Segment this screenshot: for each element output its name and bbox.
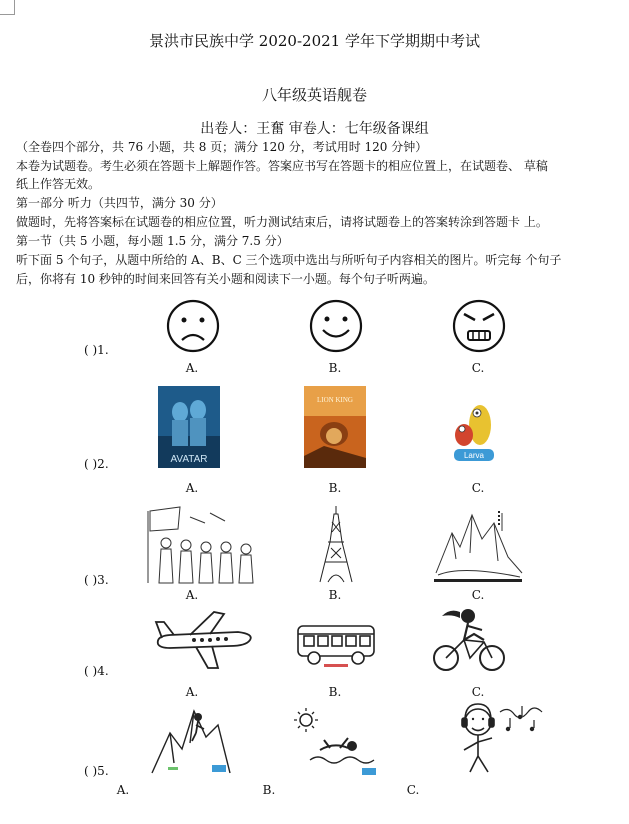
lion-king-poster-image [304, 386, 366, 468]
question-2-option-c[interactable]: C. [471, 481, 485, 495]
avatar-poster-text: AVATAR [170, 454, 208, 465]
climber-sketch-image [148, 703, 232, 775]
question-3-option-b[interactable]: B. [328, 588, 342, 602]
lion-king-poster-text: LION KING [317, 396, 353, 404]
airplane-icon [150, 608, 258, 672]
question-3-number[interactable]: ( )3. [84, 573, 109, 587]
question-5-option-c[interactable]: C. [406, 783, 420, 797]
soldiers-sketch-image [130, 503, 262, 585]
section1-instruction-2: 后，你将有 10 秒钟的时间来回答有关小题和阅读下一小题。每个句子听两遍。 [16, 272, 435, 286]
question-4-option-a[interactable]: A. [185, 685, 199, 699]
question-1-option-b[interactable]: B. [328, 361, 342, 375]
question-2-option-b[interactable]: B. [328, 481, 342, 495]
question-4-number[interactable]: ( )4. [84, 664, 109, 678]
section1-heading: 第一节（共 5 小题，每小题 1.5 分，满分 7.5 分） [16, 234, 289, 248]
page-corner-mark [0, 0, 15, 15]
question-2-number[interactable]: ( )2. [84, 457, 109, 471]
part1-heading: 第一部分 听力（共四节，满分 30 分） [16, 196, 223, 210]
question-1-option-a[interactable]: A. [185, 361, 199, 375]
instruction-line-1: 本卷为试题卷。考生必须在答题卡上解题作答。答案应书写在答题卡的相应位置上，在试题卷、 草稿 [16, 159, 548, 173]
sad-face-icon [160, 298, 226, 354]
question-4-option-b[interactable]: B. [328, 685, 342, 699]
exam-subtitle: 八年级英语舰卷 [261, 86, 367, 104]
question-1-number[interactable]: ( )1. [84, 343, 109, 357]
larva-logo-text: Larva [463, 451, 485, 460]
question-3-option-c[interactable]: C. [471, 588, 485, 602]
bus-icon [294, 620, 378, 668]
cyclist-icon [430, 604, 510, 674]
angry-face-icon [446, 298, 512, 354]
section1-instruction-1: 听下面 5 个句子，从题中所给的 A、B、C 三个选项中选出与所听句子内容相关的图片。听完每 个句子 [16, 253, 562, 267]
part1-instruction: 做题时，先将答案标在试题卷的相应位置，听力测试结束后，请将试题卷上的答案转涂到答题卡 上。 [16, 215, 548, 229]
eiffel-tower-sketch-image [306, 502, 366, 586]
swimmer-sketch-image [290, 706, 382, 776]
question-2-option-a[interactable]: A. [185, 481, 199, 495]
question-3-option-a[interactable]: A. [185, 588, 199, 602]
exam-title: 景洪市民族中学 2020-2021 学年下学期期中考试 [149, 32, 480, 50]
exam-authors: 出卷人：王奮 审卷人：七年级备课组 [200, 121, 429, 137]
question-5-option-a[interactable]: A. [116, 783, 130, 797]
question-5-option-b[interactable]: B. [262, 783, 276, 797]
smiley-face-icon [303, 298, 369, 354]
question-1-option-c[interactable]: C. [471, 361, 485, 375]
instruction-line-2: 纸上作答无效。 [16, 177, 101, 191]
larva-cartoon-image [446, 393, 502, 465]
question-4-option-c[interactable]: C. [471, 685, 485, 699]
exam-scope-note: （全卷四个部分，共 76 小题，共 8 页；满分 120 分，考试用时 120 分钟） [16, 140, 428, 154]
music-listener-sketch-image [448, 698, 552, 776]
avatar-poster-image [158, 386, 220, 468]
mountain-sketch-image [432, 503, 524, 583]
question-5-number[interactable]: ( )5. [84, 764, 109, 778]
